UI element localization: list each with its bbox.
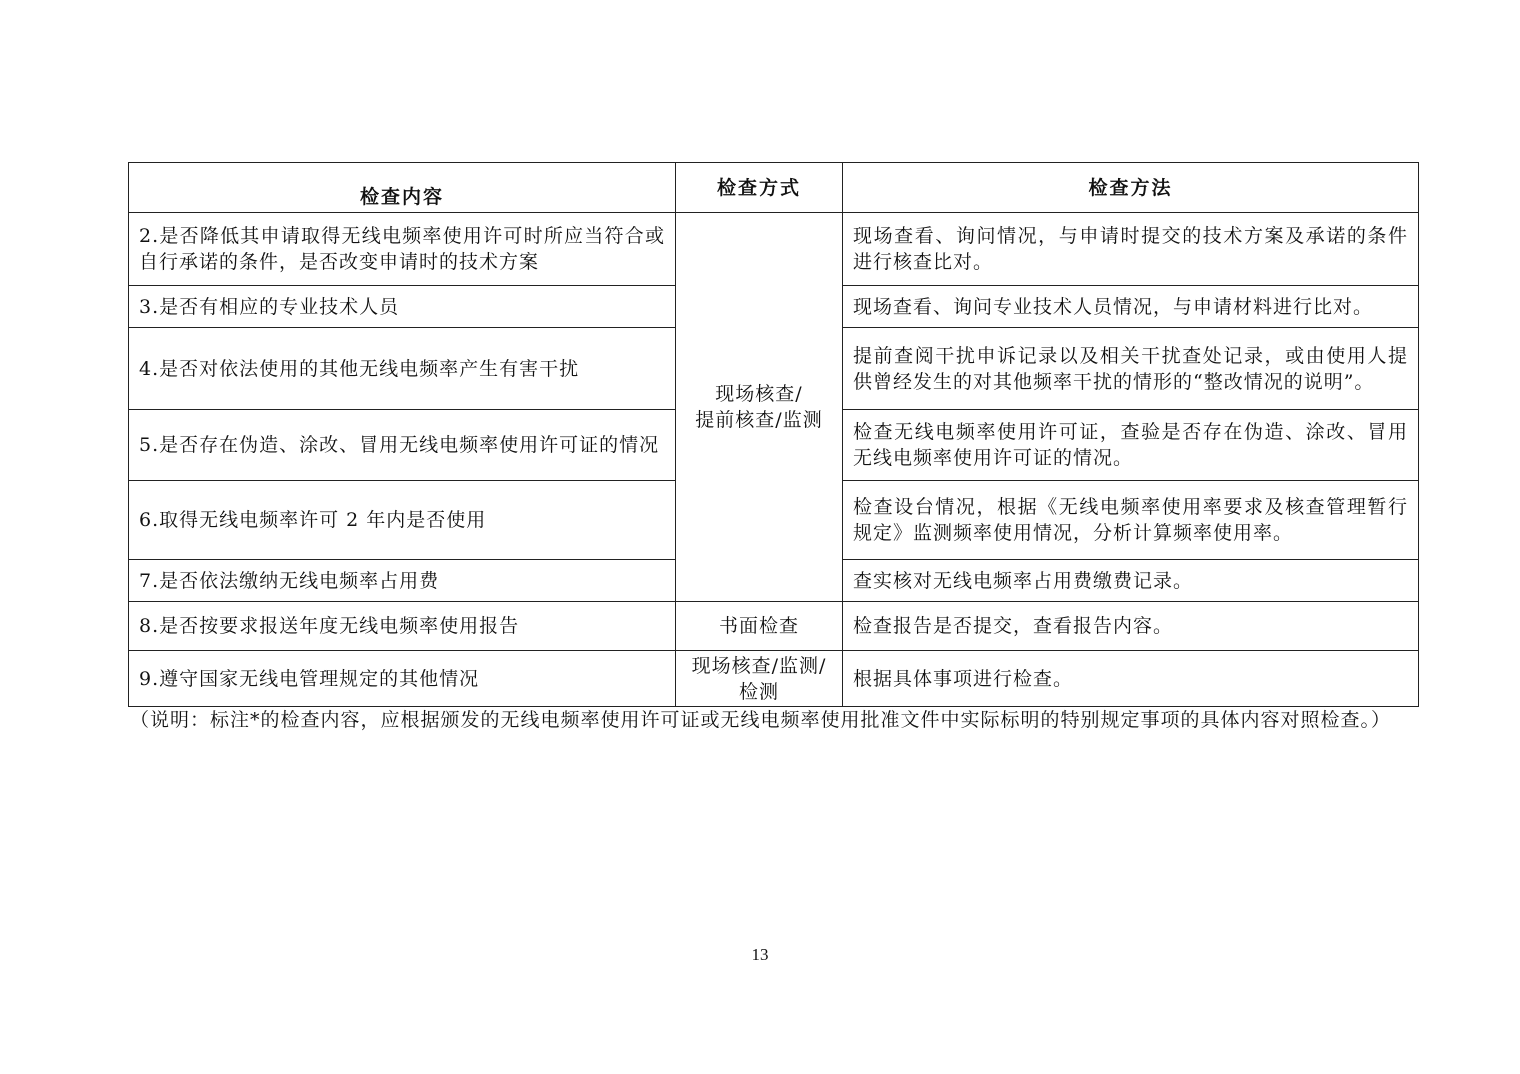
row-method: 查实核对无线电频率占用费缴费记录。 [843,560,1419,602]
row-method: 现场查看、询问专业技术人员情况，与申请材料进行比对。 [843,286,1419,328]
inspection-table [128,162,1419,707]
row-method: 检查设台情况，根据《无线电频率使用率要求及核查管理暂行规定》监测频率使用情况，分析计算频率使用率。 [843,481,1419,560]
row-content: 2.是否降低其申请取得无线电频率使用许可时所应当符合或自行承诺的条件，是否改变申请时的技术方案 [129,213,676,286]
row-mode: 书面检查 [676,602,843,651]
mode-line: 现场核查/监测/ [691,654,827,677]
mode-line: 现场核查/ [715,383,803,405]
table-row [129,213,1419,286]
mode-line: 提前核查/监测 [695,409,823,431]
table-note: （说明：标注*的检查内容，应根据颁发的无线电频率使用许可证或无线电频率使用批准文件中实际标明的特别规定事项的具体内容对照检查。） [130,709,1392,731]
header-content: 检查内容 [129,163,676,213]
row-method: 检查无线电频率使用许可证，查验是否存在伪造、涂改、冒用无线电频率使用许可证的情况。 [843,410,1419,481]
table-row [129,651,1419,707]
page-number: 13 [751,945,769,964]
table-header-row [129,163,1419,213]
header-method: 检查方法 [843,163,1419,213]
row-content: 3.是否有相应的专业技术人员 [129,286,676,328]
row-content: 8.是否按要求报送年度无线电频率使用报告 [129,602,676,651]
row-mode [676,651,843,707]
row-content: 4.是否对依法使用的其他无线电频率产生有害干扰 [129,328,676,410]
header-mode: 检查方式 [676,163,843,213]
mode-line: 检测 [738,680,779,703]
row-content: 5.是否存在伪造、涂改、冒用无线电频率使用许可证的情况 [129,410,676,481]
row-method: 提前查阅干扰申诉记录以及相关干扰查处记录，或由使用人提供曾经发生的对其他频率干扰的情形的“整改情况的说明”。 [843,328,1419,410]
row-method: 根据具体事项进行检查。 [843,651,1419,707]
row-method: 现场查看、询问情况，与申请时提交的技术方案及承诺的条件进行核查比对。 [843,213,1419,286]
row-mode-merged [676,213,843,602]
row-method: 检查报告是否提交，查看报告内容。 [843,602,1419,651]
table-row [129,602,1419,651]
row-content: 9.遵守国家无线电管理规定的其他情况 [129,651,676,707]
row-content: 7.是否依法缴纳无线电频率占用费 [129,560,676,602]
row-content: 6.取得无线电频率许可 2 年内是否使用 [129,481,676,560]
